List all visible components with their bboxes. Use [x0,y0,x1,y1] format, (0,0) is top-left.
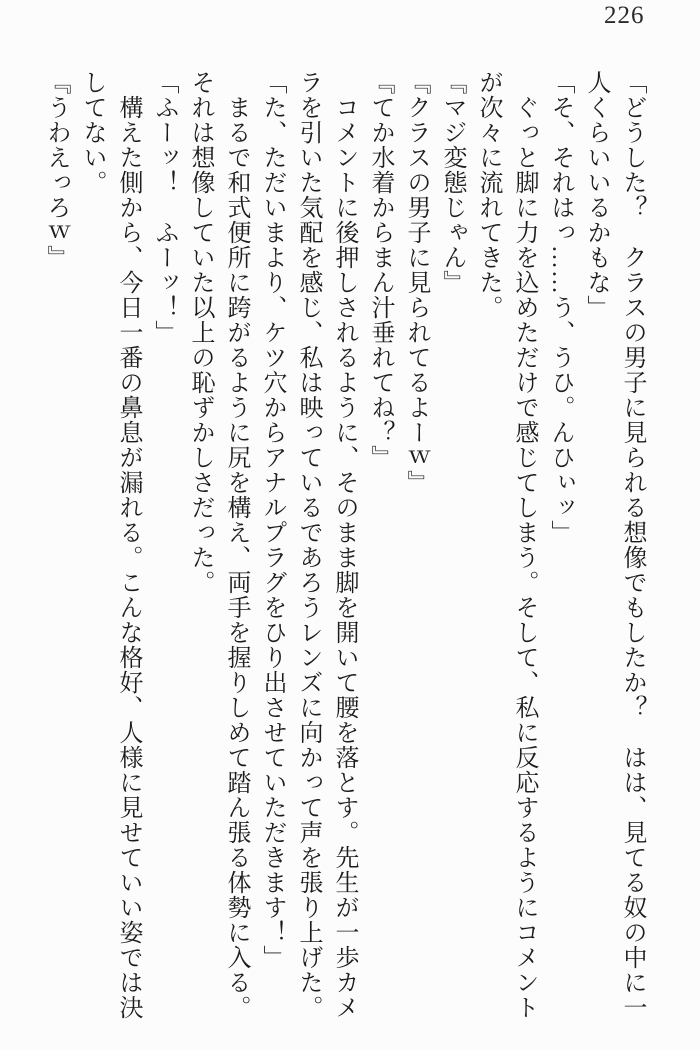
text-column: が次々に流れてきた。 [475,70,501,320]
text-column: 「た、ただいまより、ケツ穴からアナルプラグをひり出させていただきます！」 [259,70,285,970]
vertical-text-block [38,70,650,1022]
text-column: 『てか水着からまん汁垂れてね？』 [367,70,393,470]
text-column: 「そ、それはっ……う、うひ。んひぃッ」 [547,70,573,545]
text-column: コメントに後押しされるように、そのまま脚を開いて腰を落とす。先生が一歩カメ [331,70,357,1020]
text-column: 人くらいいるかもな」 [583,70,609,320]
text-column: ぐっと脚に力を込めただけで感じてしまう。そして、私に反応するようにコメント [511,70,537,1020]
page-number: 226 [604,2,645,29]
text-column: それは想像していた以上の恥ずかしさだった。 [187,70,213,595]
text-column: 『マジ変態じゃん』 [439,70,465,295]
text-column: 「ふーッ！ ふーッ！」 [151,70,177,345]
text-column: してない。 [79,70,105,195]
text-column: 構えた側から、今日一番の鼻息が漏れる。こんな格好、人様に見せていい姿では決 [115,70,141,1020]
text-column: ラを引いた気配を感じ、私は映っているであろうレンズに向かって声を張り上げた。 [295,70,321,1020]
text-column: 『クラスの男子に見られてるよーｗ』 [403,70,429,495]
text-column: 『うわえっろｗ』 [43,70,69,270]
text-column: まるで和式便所に跨がるように尻を構え、両手を握りしめて踏ん張る体勢に入る。 [223,70,249,1020]
text-column: 「どうした？ クラスの男子に見られる想像でもしたか？ はは、見てる奴の中に一 [619,70,645,1020]
